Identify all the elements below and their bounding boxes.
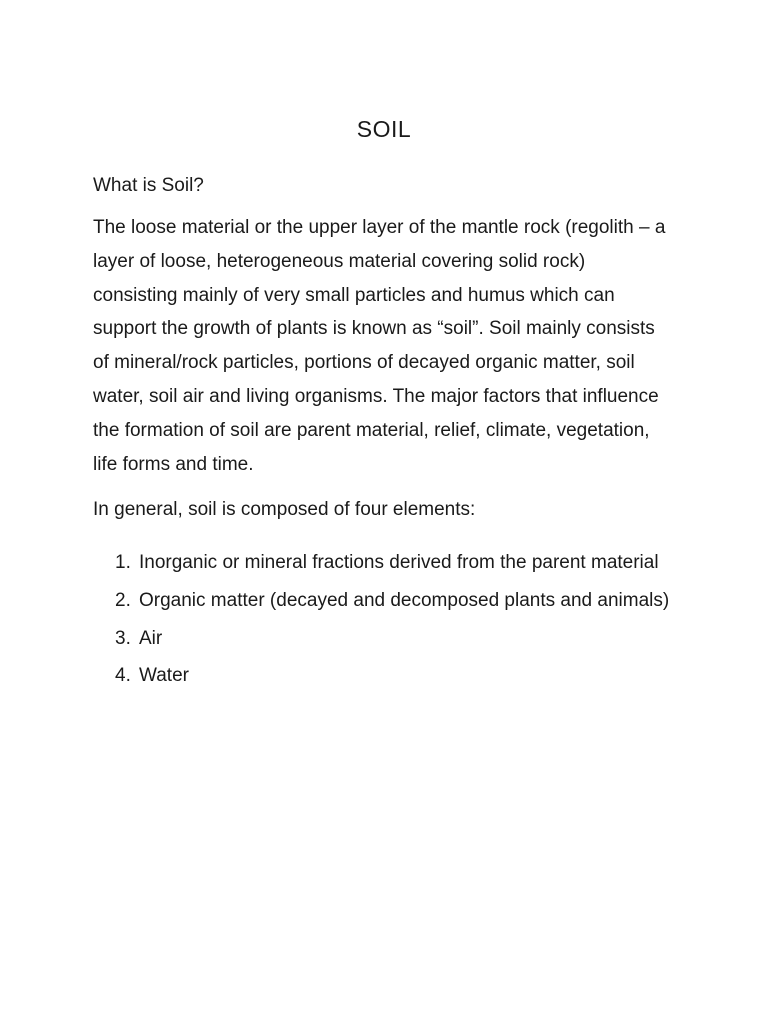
list-item-number: 1. [115, 552, 131, 573]
list-item-number: 4. [115, 665, 131, 687]
list-item-text: Water [139, 665, 189, 687]
page-title: SOIL [356, 116, 412, 142]
list-item-number: 3. [115, 627, 131, 649]
list-item-number: 2. [115, 589, 131, 611]
section-question: What is Soil? [93, 175, 204, 196]
list-item [93, 622, 673, 656]
list-item [93, 584, 673, 618]
list-item [93, 546, 673, 580]
definition-paragraph: The loose material or the upper layer of the mantle rock (regolith – a layer of loose, heterogeneous material covering solid rock) consisting mainly of very small particles and humus which can support the growth of plants is known as “soil”. Soil mainly consists of mineral/rock particles, portions of decayed organic matter, soil water, soil air and living organisms. The major factors that influence the formation of soil are parent material, relief, climate, vegetation, life forms and time. [93, 217, 666, 475]
list-item-text: Air [139, 627, 163, 649]
elements-list [93, 546, 673, 697]
list-intro: In general, soil is composed of four elements: [93, 499, 476, 520]
list-item-text: Organic matter (decayed and decomposed plants and animals) [139, 589, 670, 611]
list-item-text: Inorganic or mineral fractions derived from the parent material [139, 552, 659, 573]
list-item [93, 659, 673, 693]
